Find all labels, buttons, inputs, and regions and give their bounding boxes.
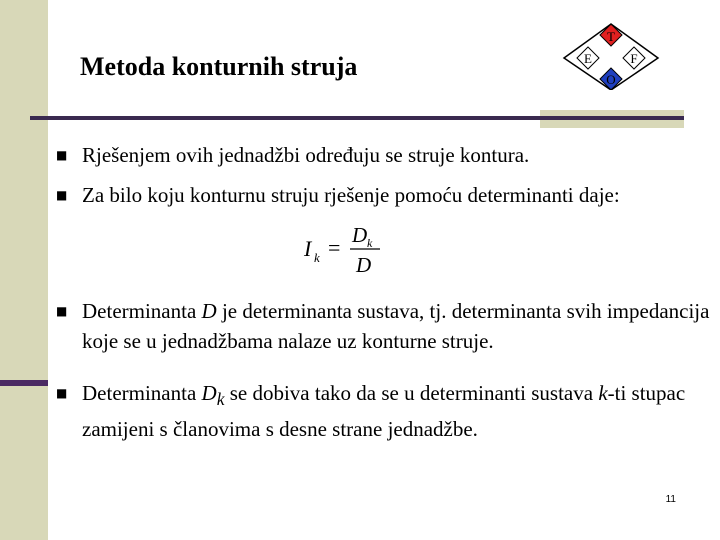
formula-denominator: D xyxy=(356,253,372,277)
bullet-solving-equations xyxy=(56,140,716,170)
page-number: 11 xyxy=(665,494,676,505)
left-decor-bar xyxy=(0,0,48,540)
logo-letter-e: E xyxy=(584,51,592,66)
bullet-text xyxy=(82,296,716,356)
logo-letter-t: T xyxy=(607,29,615,44)
logo-letter-f: F xyxy=(630,51,638,66)
title-rule xyxy=(30,116,682,120)
var-k: k xyxy=(598,381,608,405)
bullet-text: Rješenjem ovih jednadžbi određuju se struje kontura. xyxy=(82,143,530,167)
text-part: Determinanta xyxy=(82,381,202,405)
slide-title: Metoda konturnih struja xyxy=(80,52,358,81)
etfo-logo xyxy=(562,22,660,90)
bullet-text: Za bilo koju konturnu struju rješenje pomoću determinanti daje: xyxy=(82,183,620,207)
text-part: Determinanta xyxy=(82,299,202,323)
text-part: -ti stupac zamijeni s članovima s desne strane jednadžbe. xyxy=(82,381,686,442)
bullet-determinant-solution xyxy=(56,180,716,210)
logo-letter-o: O xyxy=(606,72,616,87)
formula-ik xyxy=(300,220,390,280)
bullet-marker: ■ xyxy=(56,386,68,400)
var-d: D xyxy=(201,381,217,405)
text-part: se dobiva tako da se u determinanti sustava xyxy=(224,381,599,405)
var-d: D xyxy=(201,299,217,323)
formula-equals: = xyxy=(328,235,341,260)
bullet-system-determinant xyxy=(56,296,716,356)
text-part: je determinanta sustava, tj. determinanta svih impedancija koje se u jednadžbama nalaze uz konturne struje. xyxy=(82,299,710,353)
formula-numerator: D xyxy=(352,223,368,247)
var-k-sub: k xyxy=(216,389,225,410)
formula-lhs-sub: k xyxy=(314,250,320,265)
bullet-marker: ■ xyxy=(56,148,68,162)
left-accent-stripe xyxy=(0,380,48,386)
formula-numerator-sub: k xyxy=(367,236,373,250)
bullet-text xyxy=(82,378,716,444)
bullet-marker: ■ xyxy=(56,188,68,202)
bullet-dk-determinant xyxy=(56,378,716,444)
bullet-marker: ■ xyxy=(56,304,68,318)
formula-lhs: I xyxy=(304,236,312,261)
